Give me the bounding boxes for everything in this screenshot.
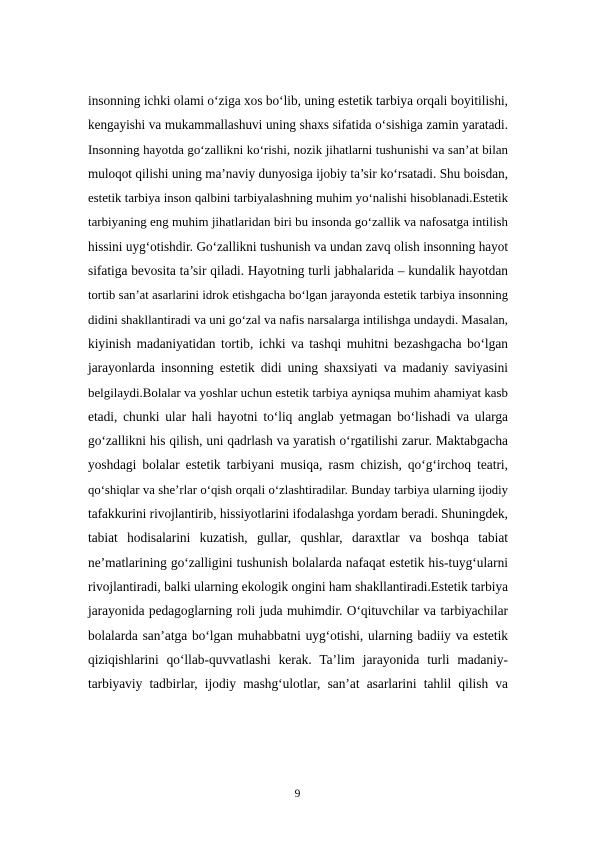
text-line: tortib san’at asarlarini idrok etishgacha bo‘lgan jarayonda estetik tarbiya insonning (88, 288, 508, 303)
text-line: tafakkurini rivojlantirib, hissiyotlarini ifodalashga yordam beradi. Shuningdek, (88, 506, 508, 522)
text-line: rivojlantiradi, balki ularning ekologik ongini ham shakllantiradi.Estetik tarbiya (88, 578, 508, 594)
text-line: yoshdagi bolalar estetik tarbiyani musiqa, rasm chizish, qo‘g‘irchoq teatri, (88, 457, 508, 473)
text-line: bolalarda san’atga bo‘lgan muhabbatni uyg‘otishi, ularning badiiy va estetik (88, 627, 508, 643)
body-paragraph (88, 89, 508, 696)
text-line: tarbiyaning eng muhim jihatlaridan biri bu insonda go‘zallik va nafosatga intilish (88, 215, 508, 230)
text-line: jarayonida pedagoglarning roli juda muhimdir. O‘qituvchilar va tarbiyachilar (88, 603, 508, 619)
text-line: jarayonlarda insonning estetik didi uning shaxsiyati va madaniy saviyasini (88, 360, 508, 376)
text-line: tarbiyaviy tadbirlar, ijodiy mashg‘ulotlar, san’at asarlarini tahlil qilish va (88, 676, 508, 692)
text-line: estetik tarbiya inson qalbini tarbiyalashning muhim yo‘nalishi hisoblanadi.Estetik (88, 191, 508, 206)
text-line: sifatiga bevosita ta’sir qiladi. Hayotning turli jabhalarida – kundalik hayotdan (88, 263, 508, 279)
text-line: qo‘shiqlar va she’rlar o‘qish orqali o‘zlashtiradilar. Bunday tarbiya ularning ijodiy (88, 482, 508, 497)
text-line: didini shakllantiradi va uni go‘zal va nafis narsalarga intilishga undaydi. Masalan, (88, 312, 508, 327)
text-line: qiziqishlarini qo‘llab-quvvatlashi kerak. Ta’lim jarayonida turli madaniy- (88, 651, 508, 667)
text-line: kengayishi va mukammallashuvi uning shaxs sifatida o‘sishiga zamin yaratadi. (88, 117, 508, 133)
text-line: hissini uyg‘otishdir. Go‘zallikni tushunish va undan zavq olish insonning hayot (88, 238, 508, 254)
text-line: etadi, chunki ular hali hayotni to‘liq anglab yetmagan bo‘lishadi va ularga (88, 408, 508, 424)
text-line: Insonning hayotda go‘zallikni ko‘rishi, nozik jihatlarni tushunishi va san’at bilan (88, 142, 508, 157)
text-line: insonning ichki olami o‘ziga xos bo‘lib, uning estetik tarbiya orqali boyitilishi, (88, 93, 508, 108)
text-line: kiyinish madaniyatidan tortib, ichki va tashqi muhitni bezashgacha bo‘lgan (88, 335, 508, 351)
text-line: go‘zallikni his qilish, uni qadrlash va yaratish o‘rgatilishi zarur. Maktabgacha (88, 433, 508, 449)
text-line: ne’matlarining go‘zalligini tushunish bolalarda nafaqat estetik his-tuyg‘ularni (88, 554, 508, 570)
text-line: muloqot qilishi uning ma’naviy dunyosiga ijobiy ta’sir ko‘rsatadi. Shu boisdan, (88, 165, 508, 181)
text-line: tabiat hodisalarini kuzatish, gullar, qushlar, daraxtlar va boshqa tabiat (88, 530, 508, 546)
page-number: 9 (294, 788, 301, 800)
text-line: belgilaydi.Bolalar va yoshlar uchun estetik tarbiya ayniqsa muhim ahamiyat kasb (88, 385, 508, 400)
